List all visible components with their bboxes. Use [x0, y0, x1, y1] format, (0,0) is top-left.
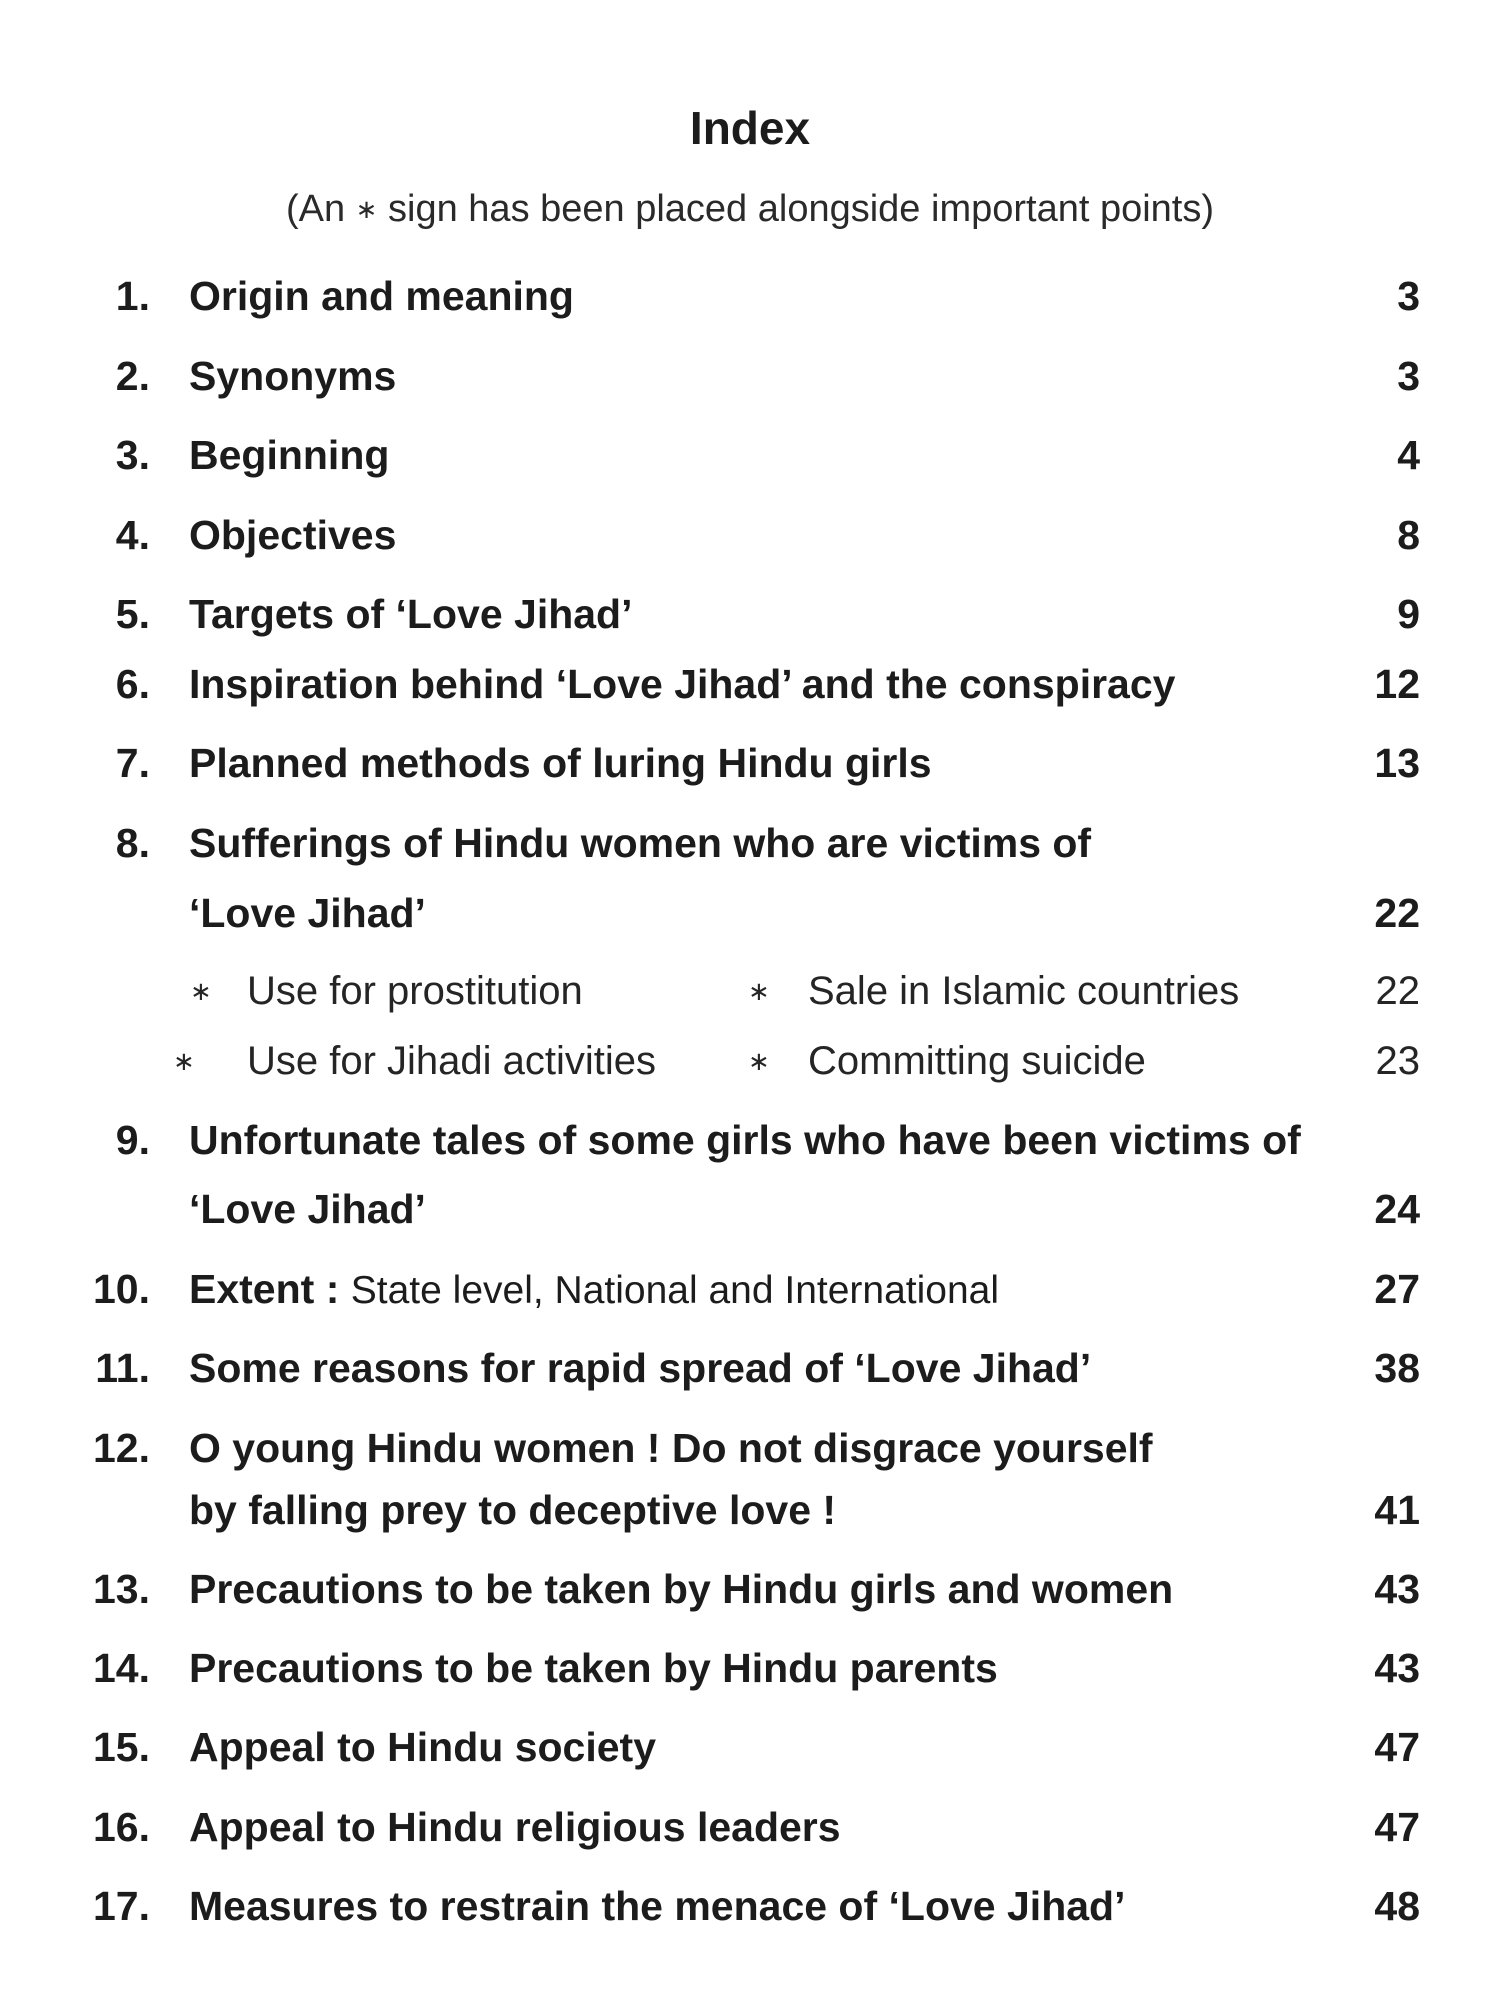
entry-title: Appeal to Hindu religious leaders — [189, 1804, 841, 1850]
entry-title: Some reasons for rapid spread of ‘Love Jihad’ — [189, 1345, 1092, 1391]
entry-page: 13 — [1374, 740, 1420, 786]
entry-number: 1. — [115, 273, 150, 319]
entry-page: 3 — [1397, 273, 1420, 319]
entry-title: Inspiration behind ‘Love Jihad’ and the conspiracy — [189, 661, 1176, 707]
entry-title: Origin and meaning — [189, 273, 574, 319]
entry-title: Measures to restrain the menace of ‘Love Jihad’ — [189, 1883, 1126, 1929]
entry-title — [189, 1259, 999, 1321]
entry-page: 38 — [1374, 1345, 1420, 1391]
entry-title: Precautions to be taken by Hindu girls and women — [189, 1566, 1174, 1612]
entry-page: 41 — [1374, 1487, 1420, 1533]
subpoint-left: Use for Jihadi activities — [247, 1039, 657, 1083]
subpoint-left: Use for prostitution — [247, 969, 583, 1013]
entry-page: 27 — [1374, 1266, 1420, 1312]
index-entry — [0, 733, 1500, 793]
index-note — [0, 185, 1500, 235]
index-entry — [0, 654, 1500, 714]
entry-title: Beginning — [189, 432, 390, 478]
subpoint-row — [0, 961, 1500, 1021]
index-entry — [0, 1638, 1500, 1698]
index-entry — [0, 1876, 1500, 1936]
entry-number: 16. — [93, 1804, 150, 1850]
subpoint-right: Committing suicide — [808, 1039, 1146, 1083]
note-before: (An — [285, 188, 346, 230]
entry-title: Appeal to Hindu society — [189, 1724, 656, 1770]
entry-title-line1: O young Hindu women ! Do not disgrace yourself — [189, 1425, 1153, 1471]
entry-title: Objectives — [189, 512, 397, 558]
entry-page: 47 — [1374, 1724, 1420, 1770]
index-entry-continued — [0, 883, 1500, 943]
entry-number: 7. — [115, 740, 150, 786]
index-entry — [0, 266, 1500, 326]
entry-number: 11. — [95, 1345, 150, 1391]
subpoint-page: 22 — [1375, 969, 1420, 1013]
index-entry — [0, 584, 1500, 644]
entry-title: Targets of ‘Love Jihad’ — [189, 591, 633, 637]
entry-number: 8. — [115, 820, 150, 866]
entry-page: 43 — [1374, 1566, 1420, 1612]
entry-page: 8 — [1397, 512, 1420, 558]
entry-number: 4. — [115, 512, 150, 558]
asterisk-icon: ∗ — [355, 193, 378, 224]
subpoint-page: 23 — [1375, 1039, 1420, 1083]
entry-page: 3 — [1397, 353, 1420, 399]
entry-number: 17. — [93, 1883, 150, 1929]
entry-page: 43 — [1374, 1645, 1420, 1691]
index-entry — [0, 1797, 1500, 1857]
entry-number: 6. — [115, 661, 150, 707]
subpoint-right: Sale in Islamic countries — [808, 969, 1240, 1013]
entry-number: 15. — [93, 1724, 150, 1770]
entry-number: 13. — [93, 1566, 150, 1612]
index-entry — [0, 1259, 1500, 1319]
entry-page: 12 — [1374, 661, 1420, 707]
entry-page: 4 — [1397, 432, 1420, 478]
index-entry-continued — [0, 1179, 1500, 1239]
entry-title: Planned methods of luring Hindu girls — [189, 740, 932, 786]
index-entry — [0, 1110, 1500, 1170]
entry-title: Synonyms — [189, 353, 397, 399]
entry-number: 12. — [93, 1425, 150, 1471]
asterisk-icon: ∗ — [748, 976, 770, 1006]
entry-title-line1: Sufferings of Hindu women who are victims of — [189, 820, 1092, 866]
asterisk-icon: ∗ — [173, 1046, 195, 1076]
entry-title-line1: Unfortunate tales of some girls who have been victims of — [189, 1117, 1301, 1163]
entry-number: 2. — [115, 353, 150, 399]
index-entry — [0, 425, 1500, 485]
entry-number: 3. — [115, 432, 150, 478]
entry-page: 24 — [1374, 1186, 1420, 1232]
entry-title-bold: Extent : — [189, 1266, 340, 1312]
entry-title-line2: by falling prey to deceptive love ! — [189, 1487, 837, 1533]
index-entry — [0, 1338, 1500, 1398]
entry-page: 48 — [1374, 1883, 1420, 1929]
entry-number: 10. — [93, 1266, 150, 1312]
entry-page: 9 — [1397, 591, 1420, 637]
index-entry — [0, 346, 1500, 406]
subpoint-row — [0, 1031, 1500, 1091]
entry-number: 14. — [93, 1645, 150, 1691]
index-entry — [0, 505, 1500, 565]
entry-number: 9. — [115, 1117, 150, 1163]
index-entry — [0, 1418, 1500, 1478]
entry-page: 47 — [1374, 1804, 1420, 1850]
page-title: Index — [689, 102, 811, 154]
index-entry — [0, 1717, 1500, 1777]
entry-title-light: State level, National and International — [350, 1269, 1000, 1312]
index-entry — [0, 813, 1500, 873]
entry-title-line2: ‘Love Jihad’ — [189, 890, 426, 936]
entry-title-line2: ‘Love Jihad’ — [189, 1186, 426, 1232]
entry-page: 22 — [1374, 890, 1420, 936]
asterisk-icon: ∗ — [190, 976, 212, 1006]
entry-number: 5. — [115, 591, 150, 637]
index-entry-continued — [0, 1480, 1500, 1540]
asterisk-icon: ∗ — [748, 1046, 770, 1076]
index-entry — [0, 1559, 1500, 1619]
entry-title: Precautions to be taken by Hindu parents — [189, 1645, 998, 1691]
note-after: sign has been placed alongside important points) — [388, 188, 1215, 230]
